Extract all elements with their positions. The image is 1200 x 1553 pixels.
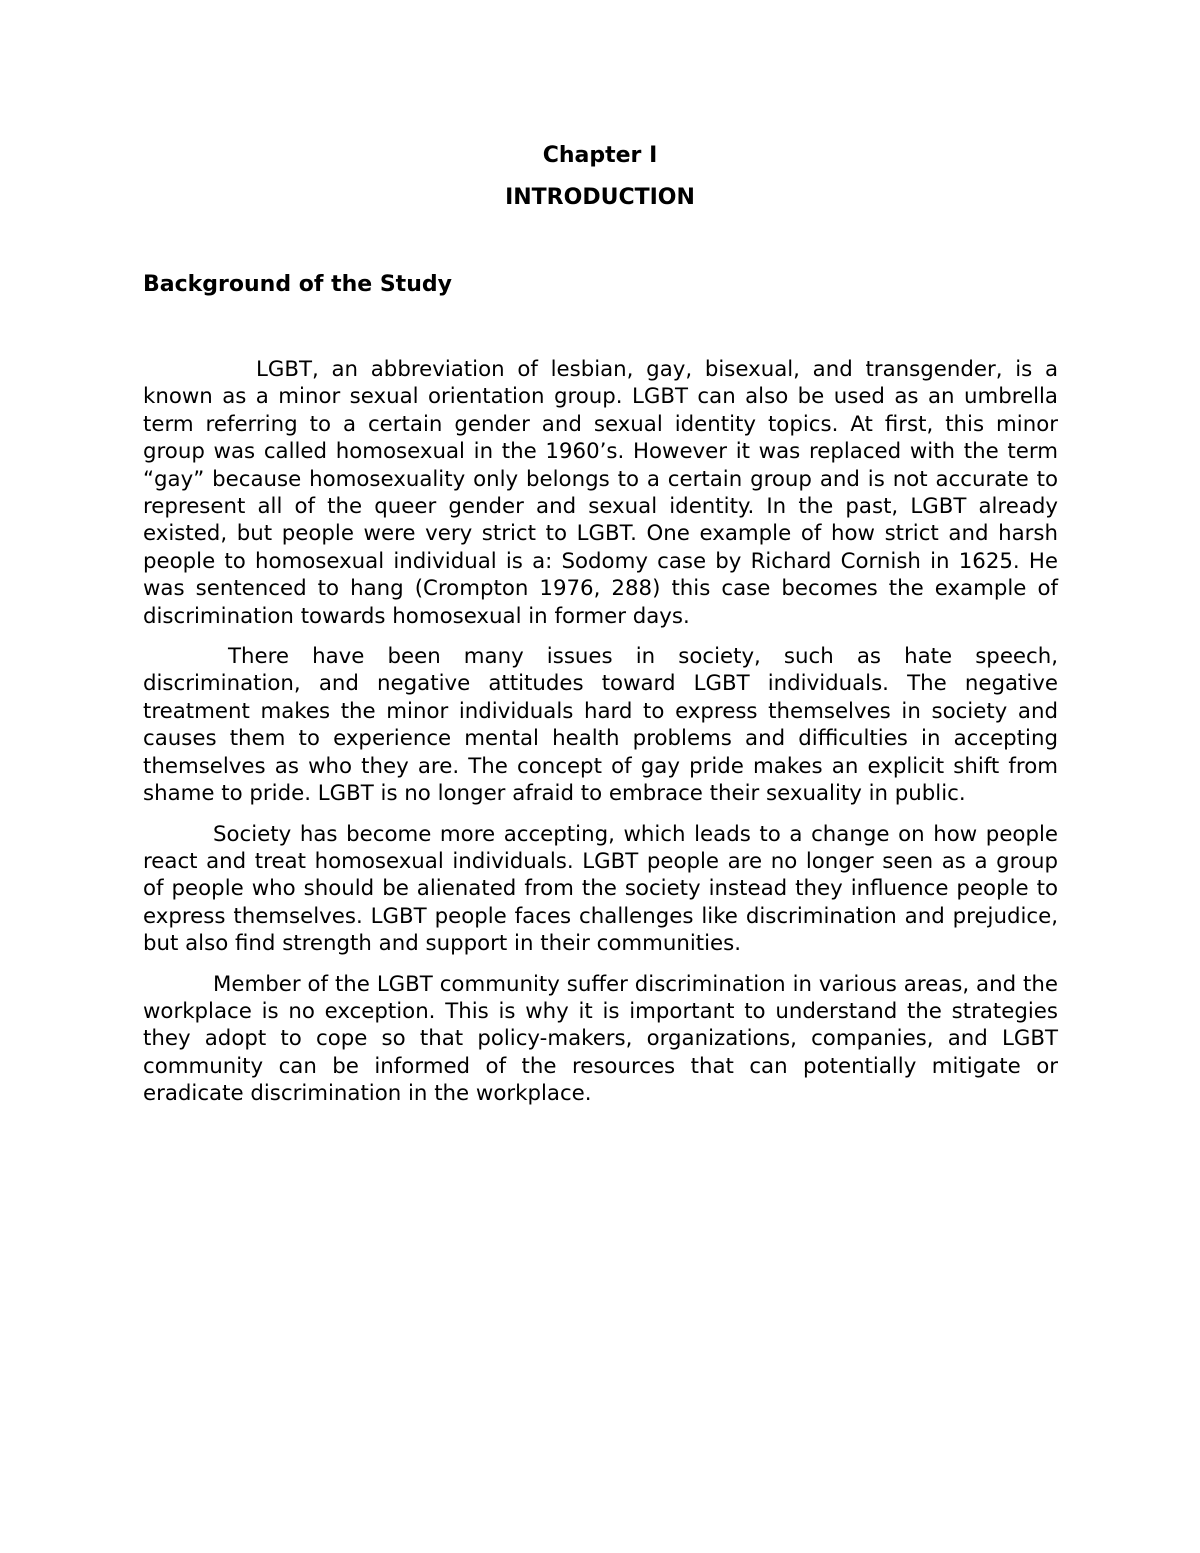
paragraph-4: Member of the LGBT community suffer discrimination in various areas, and the workplace is no exception. This is why it is important to understand the strategies they adopt to cope so that policy-makers, organizations, companies, and LGBT community can be informed of the resources that can potentially mitigate or eradicate discrimination in the workplace. — [143, 971, 1058, 1107]
chapter-title: INTRODUCTION — [505, 185, 695, 210]
section-heading: Background of the Study — [143, 272, 452, 297]
chapter-label: Chapter I — [542, 143, 658, 168]
body-text — [143, 356, 1058, 1121]
paragraph-2: There have been many issues in society, such as hate speech, discrimination, and negative attitudes toward LGBT individuals. The negative treatment makes the minor individuals hard to express themselves in society and causes them to experience mental health problems and difficulties in accepting themselves as who they are. The concept of gay pride makes an explicit shift from shame to pride. LGBT is no longer afraid to embrace their sexuality in public. — [143, 644, 1058, 807]
paragraph-1: LGBT, an abbreviation of lesbian, gay, bisexual, and transgender, is a known as a minor sexual orientation group. LGBT can also be used as an umbrella term referring to a certain gender and sexual identity topics. At first, this minor group was called homosexual in the 1960’s. However it was replaced with the term “gay” because homosexuality only belongs to a certain group and is not accurate to represent all of the queer gender and sexual identity. In the past, LGBT already existed, but people were very strict to LGBT. One example of how strict and harsh people to homosexual individual is a: Sodomy case by Richard Cornish in 1625. He was sentenced to hang (Crompton 1976, 288) this case becomes the example of discrimination towards homosexual in former days. — [143, 357, 1058, 629]
paragraph-3: Society has become more accepting, which leads to a change on how people react and treat homosexual individuals. LGBT people are no longer seen as a group of people who should be alienated from the society instead they influence people to express themselves. LGBT people faces challenges like discrimination and prejudice, but also find strength and support in their communities. — [143, 821, 1058, 957]
